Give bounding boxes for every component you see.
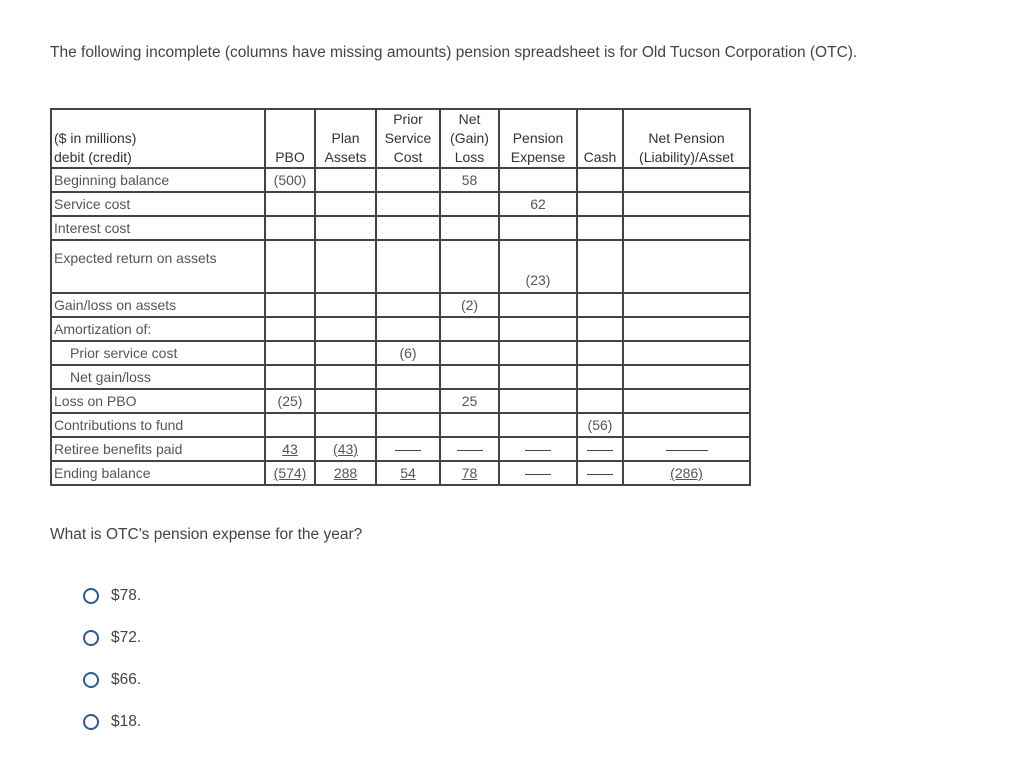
cell-npl	[623, 461, 750, 485]
cell-pbo	[265, 365, 315, 389]
table-row	[51, 216, 750, 240]
cell-pbo	[265, 192, 315, 216]
cell-cash	[577, 192, 623, 216]
cell-ngl	[440, 365, 499, 389]
cell-npl	[623, 365, 750, 389]
cell-pe	[499, 413, 577, 437]
cell-pe: (23)	[499, 240, 577, 293]
pension-spreadsheet	[50, 108, 751, 486]
cell-pe	[499, 317, 577, 341]
cell-psc	[376, 317, 440, 341]
cell-pe	[499, 389, 577, 413]
cell-ngl	[440, 240, 499, 293]
row-label: Beginning balance	[51, 168, 265, 192]
cell-pe	[499, 341, 577, 365]
cell-npl	[623, 192, 750, 216]
table-row	[51, 389, 750, 413]
table-row	[51, 240, 750, 293]
cell-npl	[623, 240, 750, 293]
cell-plan	[315, 341, 376, 365]
cell-cash	[577, 461, 623, 485]
cell-pe	[499, 293, 577, 317]
cell-pe	[499, 168, 577, 192]
cell-psc	[376, 389, 440, 413]
option-2[interactable]	[83, 617, 141, 659]
cell-psc	[376, 437, 440, 461]
option-label: $66.	[111, 671, 142, 688]
cell-cash	[577, 216, 623, 240]
option-label: $72.	[111, 629, 142, 646]
cell-pbo	[265, 317, 315, 341]
cell-pbo	[265, 240, 315, 293]
blank-line	[457, 449, 483, 451]
cell-psc	[376, 413, 440, 437]
blank-line	[525, 449, 551, 451]
table-row	[51, 293, 750, 317]
cell-ngl: (2)	[440, 293, 499, 317]
cell-ngl: 58	[440, 168, 499, 192]
row-label: Retiree benefits paid	[51, 437, 265, 461]
cell-pe	[499, 365, 577, 389]
header-label-line2: debit (credit)	[54, 149, 132, 165]
cell-pbo	[265, 216, 315, 240]
header-label	[51, 109, 265, 168]
row-label: Gain/loss on assets	[51, 293, 265, 317]
header-pension-expense: Pension Expense	[499, 109, 577, 168]
cell-psc	[376, 293, 440, 317]
radio-button[interactable]	[83, 714, 99, 730]
option-4[interactable]	[83, 701, 141, 743]
option-label: $18.	[111, 713, 142, 730]
row-label: Expected return on assets	[51, 240, 265, 293]
blank-line	[666, 449, 708, 451]
cell-pbo	[265, 437, 315, 461]
cell-cash	[577, 240, 623, 293]
table-row	[51, 168, 750, 192]
header-pbo: PBO	[265, 109, 315, 168]
cell-npl-value: (286)	[670, 465, 703, 481]
cell-ngl: 25	[440, 389, 499, 413]
cell-npl	[623, 317, 750, 341]
cell-npl	[623, 168, 750, 192]
cell-ngl	[440, 216, 499, 240]
row-label: Loss on PBO	[51, 389, 265, 413]
table-row	[51, 461, 750, 485]
cell-ngl	[440, 192, 499, 216]
cell-cash	[577, 389, 623, 413]
cell-pbo-value: (574)	[273, 465, 307, 481]
cell-psc	[376, 192, 440, 216]
cell-ngl	[440, 413, 499, 437]
header-label-line1: ($ in millions)	[54, 130, 137, 146]
row-label: Prior service cost	[51, 341, 265, 365]
cell-plan	[315, 240, 376, 293]
row-label: Interest cost	[51, 216, 265, 240]
header-plan-assets: Plan Assets	[315, 109, 376, 168]
option-3[interactable]	[83, 659, 141, 701]
header-net-gain-loss: Net (Gain) Loss	[440, 109, 499, 168]
cell-pe	[499, 216, 577, 240]
cell-pbo	[265, 461, 315, 485]
cell-psc	[376, 168, 440, 192]
cell-npl	[623, 437, 750, 461]
question-text: What is OTC's pension expense for the year?	[50, 526, 363, 543]
cell-pbo	[265, 341, 315, 365]
cell-plan	[315, 192, 376, 216]
header-prior-service-cost: Prior Service Cost	[376, 109, 440, 168]
cell-ngl-value: 78	[461, 465, 478, 481]
cell-plan-value: 288	[333, 465, 358, 481]
blank-line	[525, 473, 551, 475]
cell-plan	[315, 413, 376, 437]
table-row	[51, 341, 750, 365]
cell-pbo	[265, 413, 315, 437]
cell-cash	[577, 317, 623, 341]
cell-cash: (56)	[577, 413, 623, 437]
cell-pbo-value: 43	[282, 441, 298, 457]
cell-npl	[623, 413, 750, 437]
cell-pe: 62	[499, 192, 577, 216]
cell-plan	[315, 389, 376, 413]
blank-line	[587, 449, 613, 451]
cell-pbo	[265, 293, 315, 317]
intro-text: The following incomplete (columns have missing amounts) pension spreadsheet is for Old Tucson Corporation (OTC).	[50, 44, 858, 61]
cell-npl	[623, 341, 750, 365]
table-row	[51, 437, 750, 461]
cell-pe	[499, 437, 577, 461]
table-row	[51, 192, 750, 216]
cell-plan	[315, 293, 376, 317]
cell-psc	[376, 461, 440, 485]
cell-ngl	[440, 317, 499, 341]
cell-plan	[315, 437, 376, 461]
row-label: Net gain/loss	[51, 365, 265, 389]
cell-plan	[315, 168, 376, 192]
cell-cash	[577, 341, 623, 365]
cell-psc: (6)	[376, 341, 440, 365]
header-row	[51, 109, 750, 168]
cell-psc	[376, 216, 440, 240]
cell-npl	[623, 216, 750, 240]
row-label: Contributions to fund	[51, 413, 265, 437]
cell-plan	[315, 365, 376, 389]
radio-button[interactable]	[83, 672, 99, 688]
row-label: Ending balance	[51, 461, 265, 485]
table-row	[51, 413, 750, 437]
header-net-pension: Net Pension (Liability)/Asset	[623, 109, 750, 168]
cell-plan	[315, 216, 376, 240]
cell-cash	[577, 437, 623, 461]
row-label: Service cost	[51, 192, 265, 216]
blank-line	[395, 449, 421, 451]
cell-pe	[499, 461, 577, 485]
cell-psc-value: 54	[400, 465, 416, 481]
header-cash: Cash	[577, 109, 623, 168]
option-1[interactable]	[83, 575, 141, 617]
cell-ngl	[440, 461, 499, 485]
radio-button[interactable]	[83, 630, 99, 646]
option-label: $78.	[111, 587, 142, 604]
cell-plan	[315, 461, 376, 485]
table-row	[51, 365, 750, 389]
cell-pbo: (500)	[265, 168, 315, 192]
cell-cash	[577, 293, 623, 317]
cell-plan-value: (43)	[333, 441, 358, 457]
cell-pbo: (25)	[265, 389, 315, 413]
cell-npl	[623, 293, 750, 317]
cell-ngl	[440, 437, 499, 461]
row-label: Amortization of:	[51, 317, 265, 341]
radio-button[interactable]	[83, 588, 99, 604]
table-row	[51, 317, 750, 341]
cell-cash	[577, 168, 623, 192]
cell-ngl	[440, 341, 499, 365]
cell-psc	[376, 240, 440, 293]
cell-psc	[376, 365, 440, 389]
cell-npl	[623, 389, 750, 413]
answer-options	[83, 575, 141, 743]
cell-plan	[315, 317, 376, 341]
cell-cash	[577, 365, 623, 389]
blank-line	[587, 473, 613, 475]
